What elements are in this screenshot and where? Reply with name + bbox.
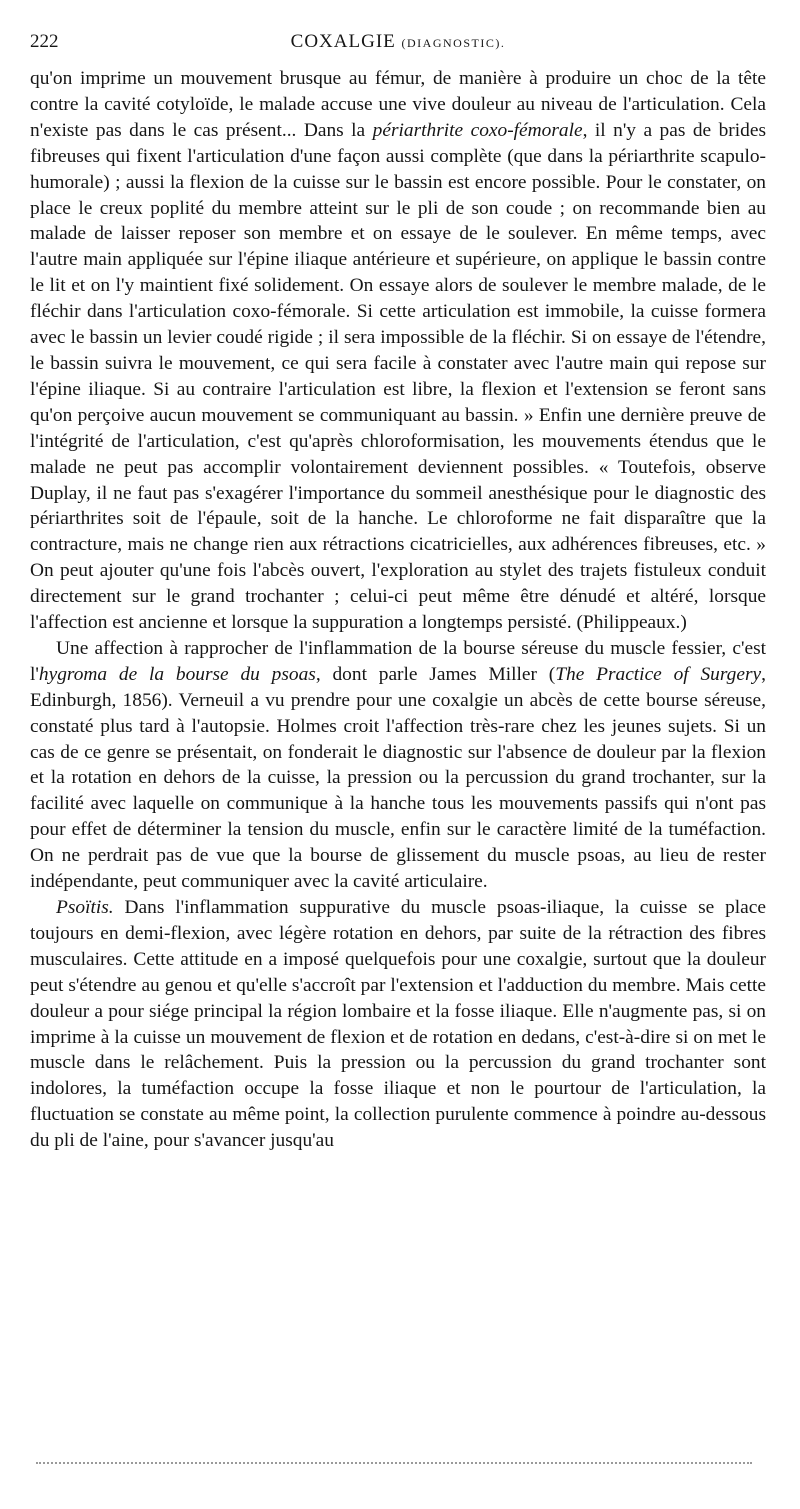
running-title [30,28,766,57]
italic-section-term: Psoïtis. [56,897,114,918]
italic-term: hygroma de la bourse du psoas [38,663,316,685]
italic-book-title: The Practice of Surgery [555,663,762,685]
paragraph-hygroma [30,636,766,895]
text-run: Dans l'inflammation suppurative du muscle psoas-iliaque, la cuisse se place toujours en demi-flexion, avec légère rotation en dehors, par suite de la rétraction des fibres musculaires. Cette attitude en a imposé quelquefois pour une coxalgie, surtout que la douleur peut s'étendre au genou et qu'elle s'accroît par l'extension et l'adduction du membre. Mais cette douleur a pour siége principal la région lombaire et la fosse iliaque. Elle n'augmente pas, si on imprime à la cuisse un mouvement de flexion et de rotation en dedans, c'est-à-dire si on met le muscle dans le relâchement. Puis la pression ou la percussion du grand trochanter sont indolores, la tuméfaction occupe la fosse iliaque et non le pourtour de l'articulation, la fluctuation se constate au même point, la collection purulente commence à poindre au-dessous du pli de l'aine, pour s'avancer jusqu'au [30,897,766,1152]
paragraph-psoitis [30,895,766,1154]
text-run: Une affection à rapprocher de l'inflammation de la bourse séreuse du muscle fessier, c'est l' [30,637,766,685]
running-head [30,28,766,56]
text-run: , il n'y a pas de brides fibreuses qui fixent l'articulation d'une façon aussi complète (que dans la périarthrite scapulo-humorale) ; aussi la flexion de la cuisse sur le bassin est encore possible. Pour le constater, on place le creux poplité du membre atteint sur le pli de son coude ; on recommande bien au malade de laisser reposer son membre et on essaye de le soulever. En même temps, avec l'autre main appliquée sur l'épine iliaque antérieure et supérieure, on applique le bassin contre le lit et on l'y maintient fixé solidement. On essaye alors de soulever le membre malade, de le fléchir dans l'articulation coxo-fémorale. Si cette articulation est immobile, la cuisse formera avec le bassin un levier coudé rigide ; il sera impossible de la fléchir. Si on essaye de l'étendre, le bassin suivra le mouvement, ce qui sera facile à constater avec l'autre main qui repose sur l'épine iliaque. Si au contraire l'articulation est libre, la flexion et l'extension se feront sans qu'on perçoive aucun mouvement se communiquant au bassin. » Enfin une dernière preuve de l'intégrité de l'articulation, c'est qu'après chloroformisation, les mouvements étendus que le malade ne peut pas accomplir volontairement deviennent possibles. « Toutefois, observe Duplay, il ne faut pas s'exagérer l'importance du sommeil anesthésique pour le diagnostic des périarthrites soit de l'épaule, soit de la hanche. Le chloroforme ne fait disparaître que la contracture, mais ne change rien aux rétractions cicatricielles, aux adhérences fibreuses, etc. » On peut ajouter qu'une fois l'abcès ouvert, l'exploration au stylet des trajets fistuleux conduit directement sur le grand trochanter ; celui-ci peut même être dénudé et altéré, lorsque l'affection est ancienne et lorsque la suppuration a longtemps persisté. (Philippeaux.) [30,119,766,634]
text-run: qu'on imprime un mouvement brusque au fémur, de manière à produire un choc de la tête contre la cavité cotyloïde, le malade accuse une vive douleur au niveau de l'articulation. Cela n'existe pas dans le cas présent... Dans la [30,68,766,141]
text-run: , dont parle James Miller ( [315,663,556,685]
book-page [30,28,766,1154]
footer-dotted-rule [36,1462,752,1464]
paragraph-periarthrite [30,66,766,636]
text-run: , Edinburgh, 1856). Verneuil a vu prendre pour une coxalgie un abcès de cette bourse séreuse, constaté plus tard à l'autopsie. Holmes croit l'affection très-rare chez les jeunes sujets. Si un cas de ce genre se présentait, on fonderait le diagnostic sur l'absence de douleur par la flexion et la rotation en dehors de la cuisse, la pression ou la percussion du grand trochanter, sur la facilité avec laquelle on communique à la hanche tous les mouvements passifs qui n'ont pas pour effet de déterminer la tension du muscle, enfin sur le caractère limité de la tuméfaction. On ne perdrait pas de vue que la bourse de glissement du muscle psoas, au lieu de rester indépendante, peut communiquer avec la cavité articulaire. [30,663,766,893]
body-text [30,66,766,1154]
page-number: 222 [30,31,59,52]
running-title-main: COXALGIE [290,31,396,52]
running-title-subtitle: (DIAGNOSTIC). [401,36,506,50]
italic-term: périarthrite coxo-fémorale [372,119,583,141]
